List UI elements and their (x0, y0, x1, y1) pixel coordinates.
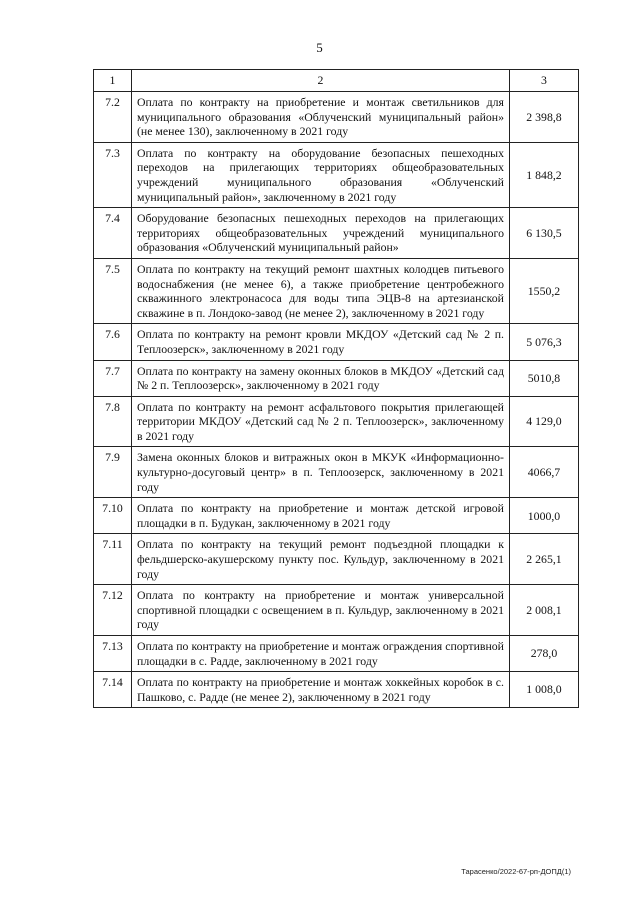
row-number: 7.13 (94, 636, 132, 672)
column-header-amount: 3 (510, 70, 579, 92)
row-amount: 4 129,0 (510, 396, 579, 447)
table-row (94, 672, 579, 708)
row-number: 7.11 (94, 534, 132, 585)
row-amount: 2 008,1 (510, 585, 579, 636)
row-description: Оплата по контракту на приобретение и монтаж светильников для муниципального образования «Облученский муниципальный район» (не менее 130), заключенному в 2021 году (132, 92, 510, 143)
row-description: Оборудование безопасных пешеходных переходов на прилегающих территориях общеобразовательных учреждений муниципального образования «Облученский муниципальный район» (132, 208, 510, 259)
row-amount: 278,0 (510, 636, 579, 672)
row-description: Оплата по контракту на замену оконных блоков в МКДОУ «Детский сад № 2 п. Теплоозерск», заключенному в 2021 году (132, 360, 510, 396)
row-number: 7.8 (94, 396, 132, 447)
table-row (94, 396, 579, 447)
row-description: Оплата по контракту на приобретение и монтаж универсальной спортивной площадки с освещением в п. Кульдур, заключенному в 2021 году (132, 585, 510, 636)
row-number: 7.10 (94, 498, 132, 534)
row-description: Оплата по контракту на приобретение и монтаж детской игровой площадки в п. Будукан, заключенному в 2021 году (132, 498, 510, 534)
table-row (94, 447, 579, 498)
row-amount: 2 398,8 (510, 92, 579, 143)
table-row (94, 258, 579, 323)
row-number: 7.4 (94, 208, 132, 259)
row-amount: 5010,8 (510, 360, 579, 396)
table-row (94, 534, 579, 585)
row-amount: 6 130,5 (510, 208, 579, 259)
budget-table (93, 69, 579, 708)
row-description: Замена оконных блоков и витражных окон в МКУК «Информационно-культурно-досуговый центр» в п. Теплоозерск, заключенному в 2021 году (132, 447, 510, 498)
row-description: Оплата по контракту на приобретение и монтаж ограждения спортивной площадки в с. Радде, заключенному в 2021 году (132, 636, 510, 672)
row-description: Оплата по контракту на текущий ремонт шахтных колодцев питьевого водоснабжения (не менее 6), а также приобретение центробежного скважинного электронасоса для воды типа ЭЦВ-8 на артезианской скважине в п. Лондоко-завод (не менее 2), заключенному в 2021 году (132, 258, 510, 323)
row-amount: 4066,7 (510, 447, 579, 498)
row-number: 7.2 (94, 92, 132, 143)
document-footer: Тарасенко/2022-67-рп-ДОПД(1) (461, 867, 571, 876)
row-number: 7.12 (94, 585, 132, 636)
row-description: Оплата по контракту на текущий ремонт подъездной площадки к фельдшерско-акушерскому пункту пос. Кульдур, заключенному в 2021 году (132, 534, 510, 585)
row-description: Оплата по контракту на приобретение и монтаж хоккейных коробок в с. Пашково, с. Радде (не менее 2), заключенному в 2021 году (132, 672, 510, 708)
row-number: 7.3 (94, 142, 132, 207)
row-amount: 5 076,3 (510, 324, 579, 360)
row-number: 7.5 (94, 258, 132, 323)
table-row (94, 360, 579, 396)
row-amount: 2 265,1 (510, 534, 579, 585)
row-number: 7.9 (94, 447, 132, 498)
page-number: 5 (316, 40, 323, 55)
table-row (94, 324, 579, 360)
table-row (94, 142, 579, 207)
table-row (94, 636, 579, 672)
table-row (94, 208, 579, 259)
table-row (94, 92, 579, 143)
table-header-row (94, 70, 579, 92)
row-number: 7.6 (94, 324, 132, 360)
row-amount: 1550,2 (510, 258, 579, 323)
table-row (94, 498, 579, 534)
row-amount: 1000,0 (510, 498, 579, 534)
row-description: Оплата по контракту на ремонт асфальтового покрытия прилегающей территории МКДОУ «Детский сад № 2 п. Теплоозерск», заключенному в 2021 году (132, 396, 510, 447)
row-amount: 1 008,0 (510, 672, 579, 708)
table-row (94, 585, 579, 636)
row-description: Оплата по контракту на оборудование безопасных пешеходных переходов на прилегающих территориях общеобразовательных учреждений муниципального образования «Облученский муниципальный район», заключенному в 2021 году (132, 142, 510, 207)
row-number: 7.14 (94, 672, 132, 708)
column-header-description: 2 (132, 70, 510, 92)
row-description: Оплата по контракту на ремонт кровли МКДОУ «Детский сад № 2 п. Теплоозерск», заключенному в 2021 году (132, 324, 510, 360)
column-header-number: 1 (94, 70, 132, 92)
row-amount: 1 848,2 (510, 142, 579, 207)
row-number: 7.7 (94, 360, 132, 396)
